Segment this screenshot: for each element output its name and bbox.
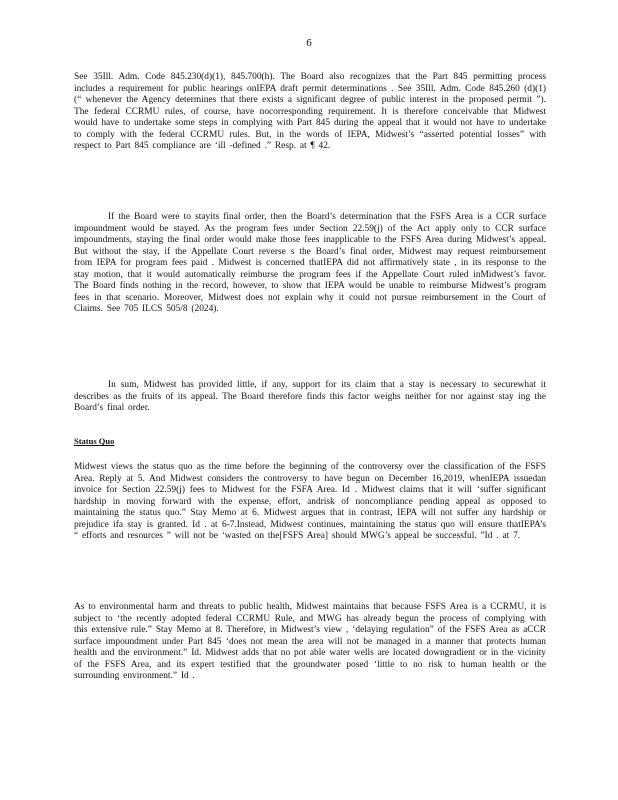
paragraph-status-quo: Midwest views the status quo as the time before the beginning of the controversy over the classification of the FSFS Area. Reply at 5. And Midwest considers the controversy to have begun on December 16,2019, whenIEPA issuedan invoice for Section 22.59(j) fees to Midwest for the FSFA Area. Id . Midwest claims that it will ‘suffer significant hardship in moving forward with the expense, effort, andrisk of noncompliance pending appeal as opposed to maintaining the status quo.” Stay Memo at 6. Midwest argues that in contrast, IEPA will not suffer any hardship or prejudice ifa stay is granted. Id . at 6-7.Instead, Midwest continues, maintaining the status quo will ensure thatIEPA’s “ efforts and resources ” will not be ‘wasted on the[FSFS Area] should MWG’s appeal be successful. ”Id . at 7.: [74, 462, 546, 541]
page-number: 6: [306, 37, 312, 49]
paragraph-in-sum: In sum, Midwest has provided little, if any, support for its claim that a stay is necessary to securewhat it describes as the fruits of its appeal. The Board therefore finds this factor weighs neither for nor against stay ing the Board’s final order.: [74, 380, 546, 413]
section-heading-status-quo: Status Quo: [74, 436, 115, 446]
paragraph-stay-final-order: If the Board were to stayits final order, then the Board’s determination that the FSFS Area is a CCR surface impoundment would be stayed. As the program fees under Section 22.59(j) of the Act apply only to CCR surface impoundments, staying the final order would make those fees inapplicable to the FSFS Area during Midwest’s appeal. But without the stay, if the Appellate Court reverse s the Board’s final order, Midwest may request reimbursement from IEPA for program fees paid . Midwest is concerned thatIEPA did not affirmatively state , in its response to the stay motion, that it would automatically reimburse the program fees if the Appellate Court ruled inMidwest’s favor. The Board finds nothing in the record, however, to show that IEPA would be unable to reimburse Midwest’s program fees in that scenario. Moreover, Midwest does not explain why it could not pursue reimbursement in the Court of Claims. See 705 ILCS 505/8 (2024).: [74, 212, 546, 314]
paragraph-part-845-permitting: See 35Ill. Adm. Code 845.230(d)(1), 845.700(h). The Board also recognizes that the Part 845 permitting process includes a requirement for public hearings onIEPA draft permit determinations . See 35Ill. Adm. Code 845.260 (d)(1) (“ whenever the Agency determines that there exists a significant degree of public interest in the proposed permit ”). The federal CCRMU rules, of course, have nocorresponding requirement. It is therefore conceivable that Midwest would have to undertake some steps in complying with Part 845 during the appeal that it would not have to undertake to comply with the federal CCRMU rules. But, in the words of IEPA, Midwest’s “asserted potential losses” with respect to Part 845 compliance are ‘ill -defined .” Resp. at ¶ 42.: [74, 72, 546, 151]
paragraph-environmental-harm: As to environmental harm and threats to public health, Midwest maintains that because FSFS Area is a CCRMU, it is subject to ‘the recently adopted federal CCRMU Rule, and MWG has already begun the process of complying with this extensive rule.” Stay Memo at 8. Therefore, in Midwest’s view , ‘delaying regulation” of the FSFS Area as aCCR surface impoundment under Part 845 ‘does not mean the area will not be managed in a manner that protects human health and the environment.” Id. Midwest adds that no pot able water wells are located downgradient or in the vicinity of the FSFS Area, and its expert testified that the groundwater posed ‘little to no risk to human health or the surrounding environment.” Id .: [74, 602, 546, 681]
